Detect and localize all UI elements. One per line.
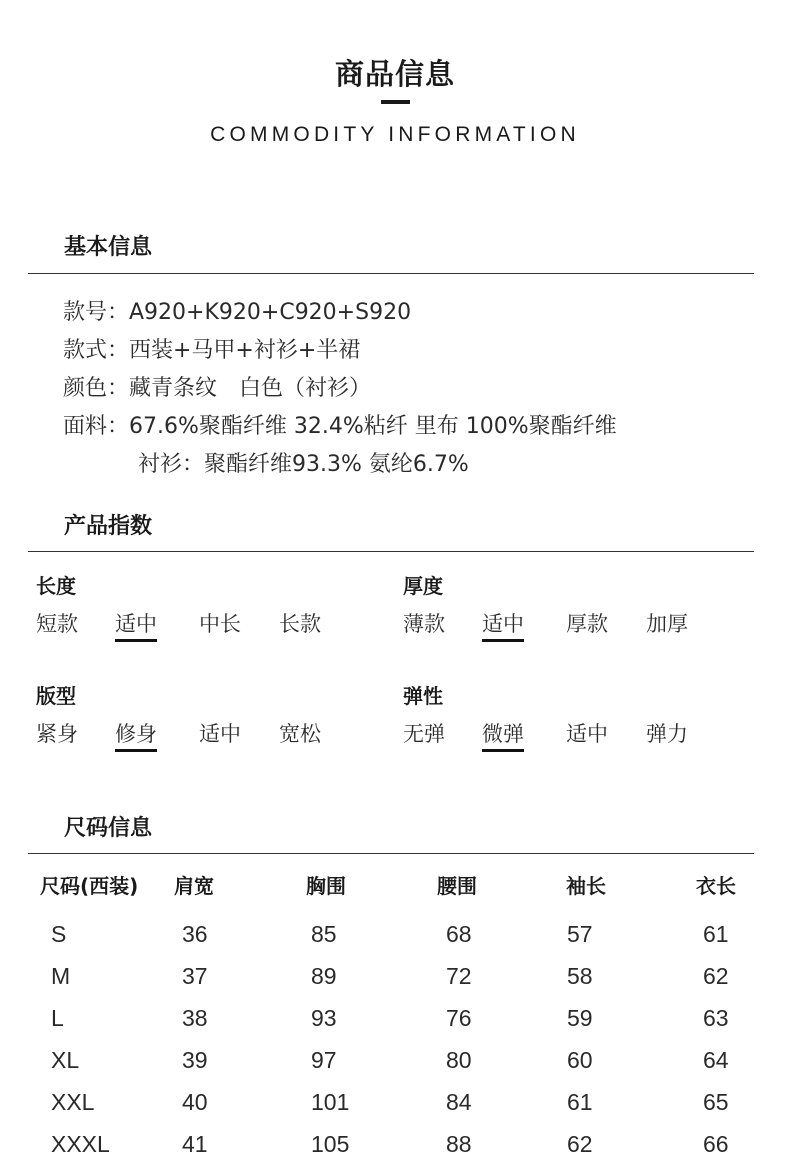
table-header-cell: 袖长 [566, 874, 606, 898]
index-option: 宽松 [279, 722, 321, 746]
table-cell: 76 [446, 1005, 472, 1031]
shirt-fabric-line: 衬衫：聚酯纤维93.3% 氨纶6.7% [138, 452, 469, 477]
table-cell: 68 [446, 921, 472, 947]
index-label: 长度 [36, 574, 76, 598]
index-option: 薄款 [403, 612, 445, 636]
table-cell: 62 [567, 1131, 593, 1157]
table-cell: 65 [703, 1089, 729, 1115]
section-heading-index: 产品指数 [64, 514, 153, 539]
section-divider [28, 551, 754, 552]
table-cell: 85 [311, 921, 337, 947]
table-cell: 97 [311, 1047, 337, 1073]
index-option-selected: 适中 [115, 608, 157, 642]
table-cell: 88 [446, 1131, 472, 1157]
index-option: 长款 [279, 612, 321, 636]
table-row-size: S [51, 921, 67, 947]
section-divider [28, 853, 754, 854]
table-row-size: XXXL [51, 1131, 110, 1157]
table-cell: 64 [703, 1047, 729, 1073]
table-cell: 80 [446, 1047, 472, 1073]
table-cell: 57 [567, 921, 593, 947]
table-cell: 59 [567, 1005, 593, 1031]
table-header-cell: 衣长 [696, 874, 736, 898]
section-heading-size: 尺码信息 [64, 816, 153, 841]
table-cell: 41 [182, 1131, 208, 1157]
table-cell: 105 [311, 1131, 350, 1157]
section-heading-basic: 基本信息 [64, 235, 153, 260]
index-option: 紧身 [36, 722, 78, 746]
section-divider [28, 273, 754, 274]
table-cell: 37 [182, 963, 208, 989]
index-option: 无弹 [403, 722, 445, 746]
table-row-size: XXL [51, 1089, 95, 1115]
table-cell: 61 [567, 1089, 593, 1115]
index-option: 弹力 [646, 722, 688, 746]
index-label: 弹性 [403, 684, 443, 708]
table-header-cell: 尺码(西装) [40, 874, 139, 898]
index-label: 版型 [36, 684, 76, 708]
table-cell: 61 [703, 921, 729, 947]
table-cell: 60 [567, 1047, 593, 1073]
table-row-size: M [51, 963, 71, 989]
table-cell: 93 [311, 1005, 337, 1031]
index-label: 厚度 [403, 574, 443, 598]
table-cell: 84 [446, 1089, 472, 1115]
table-cell: 101 [311, 1089, 350, 1115]
index-option-selected: 适中 [482, 608, 524, 642]
index-option-selected: 修身 [115, 718, 157, 752]
table-cell: 72 [446, 963, 472, 989]
index-option: 中长 [199, 612, 241, 636]
table-row-size: XL [51, 1047, 80, 1073]
table-cell: 66 [703, 1131, 729, 1157]
table-cell: 36 [182, 921, 208, 947]
table-header-cell: 腰围 [437, 874, 477, 898]
title-underline [381, 100, 410, 104]
table-header-cell: 肩宽 [174, 874, 214, 898]
color-line: 颜色：藏青条纹 白色（衬衫） [63, 376, 372, 401]
table-header-cell: 胸围 [306, 874, 346, 898]
table-cell: 89 [311, 963, 337, 989]
index-option: 适中 [566, 722, 608, 746]
table-cell: 62 [703, 963, 729, 989]
page-subtitle: COMMODITY INFORMATION [210, 123, 580, 146]
table-cell: 63 [703, 1005, 729, 1031]
table-cell: 38 [182, 1005, 208, 1031]
table-cell: 39 [182, 1047, 208, 1073]
index-option: 短款 [36, 612, 78, 636]
page-title: 商品信息 [334, 57, 455, 91]
table-row-size: L [51, 1005, 64, 1031]
fabric-line: 面料：67.6%聚酯纤维 32.4%粘纤 里布 100%聚酯纤维 [63, 414, 617, 439]
index-option: 适中 [199, 722, 241, 746]
style-line: 款式：西装+马甲+衬衫+半裙 [63, 338, 361, 363]
style-number-line: 款号：A920+K920+C920+S920 [63, 300, 412, 325]
table-cell: 58 [567, 963, 593, 989]
index-option: 加厚 [646, 612, 688, 636]
index-option-selected: 微弹 [482, 718, 524, 752]
table-cell: 40 [182, 1089, 208, 1115]
index-option: 厚款 [566, 612, 608, 636]
